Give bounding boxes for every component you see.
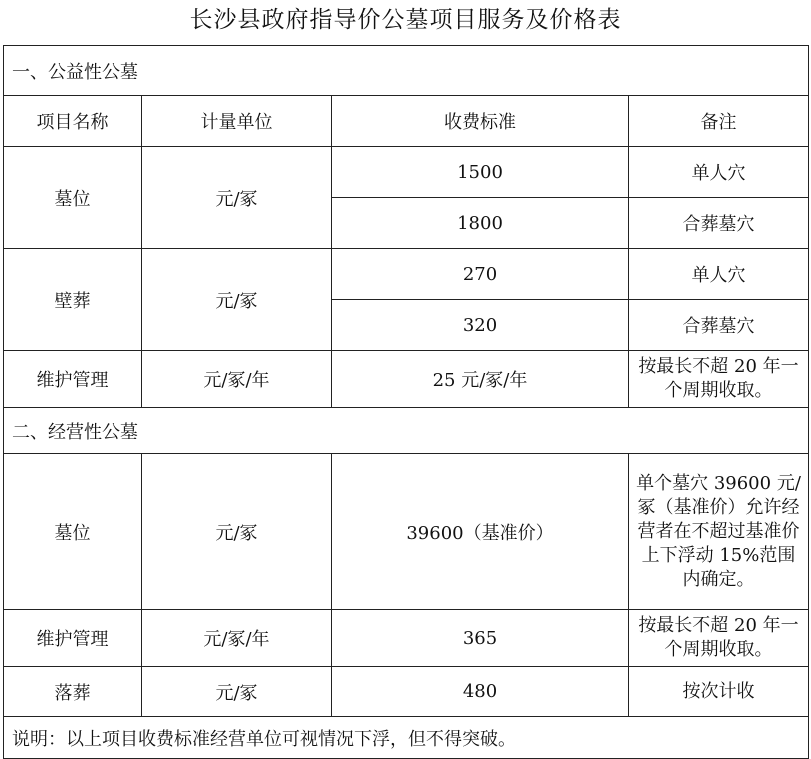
item-name: 落葬 (4, 667, 142, 717)
section-heading-row (4, 46, 809, 96)
section-heading-row (4, 408, 809, 454)
item-name: 墓位 (4, 454, 142, 610)
header-remark: 备注 (629, 96, 809, 147)
item-unit: 元/冢/年 (142, 610, 332, 667)
item-price: 365 (332, 610, 629, 667)
item-remark: 按最长不超 20 年一个周期收取。 (629, 610, 809, 667)
item-price: 39600（基准价） (332, 454, 629, 610)
item-unit: 元/冢 (142, 667, 332, 717)
table-row (4, 454, 809, 610)
item-price: 320 (332, 300, 629, 351)
item-name: 维护管理 (4, 610, 142, 667)
item-price: 1500 (332, 147, 629, 198)
item-remark: 合葬墓穴 (629, 198, 809, 249)
table-row (4, 351, 809, 408)
table-row (4, 610, 809, 667)
page-title: 长沙县政府指导价公墓项目服务及价格表 (189, 7, 622, 33)
table-header-row (4, 96, 809, 147)
table-row (4, 667, 809, 717)
item-remark: 按次计收 (629, 667, 809, 717)
section-1-heading: 一、公益性公墓 (4, 46, 809, 96)
price-table (3, 45, 809, 759)
footer-row (4, 717, 809, 759)
item-name: 维护管理 (4, 351, 142, 408)
header-fee-standard: 收费标准 (332, 96, 629, 147)
table-row (4, 249, 809, 300)
item-price: 1800 (332, 198, 629, 249)
table-row (4, 147, 809, 198)
header-unit: 计量单位 (142, 96, 332, 147)
item-price: 25 元/冢/年 (332, 351, 629, 408)
footer-note: 说明：以上项目收费标准经营单位可视情况下浮，但不得突破。 (4, 717, 809, 759)
item-unit: 元/冢 (142, 454, 332, 610)
item-remark: 单人穴 (629, 147, 809, 198)
item-price: 480 (332, 667, 629, 717)
item-name: 墓位 (4, 147, 142, 249)
item-name: 壁葬 (4, 249, 142, 351)
item-remark: 单人穴 (629, 249, 809, 300)
item-remark: 按最长不超 20 年一个周期收取。 (629, 351, 809, 408)
item-unit: 元/冢 (142, 249, 332, 351)
header-item-name: 项目名称 (4, 96, 142, 147)
item-remark: 合葬墓穴 (629, 300, 809, 351)
section-2-heading: 二、经营性公墓 (4, 408, 809, 454)
item-unit: 元/冢 (142, 147, 332, 249)
item-remark: 单个墓穴 39600 元/冢（基准价）允许经营者在不超过基准价上下浮动 15%范围内确定。 (629, 454, 809, 610)
item-price: 270 (332, 249, 629, 300)
item-unit: 元/冢/年 (142, 351, 332, 408)
